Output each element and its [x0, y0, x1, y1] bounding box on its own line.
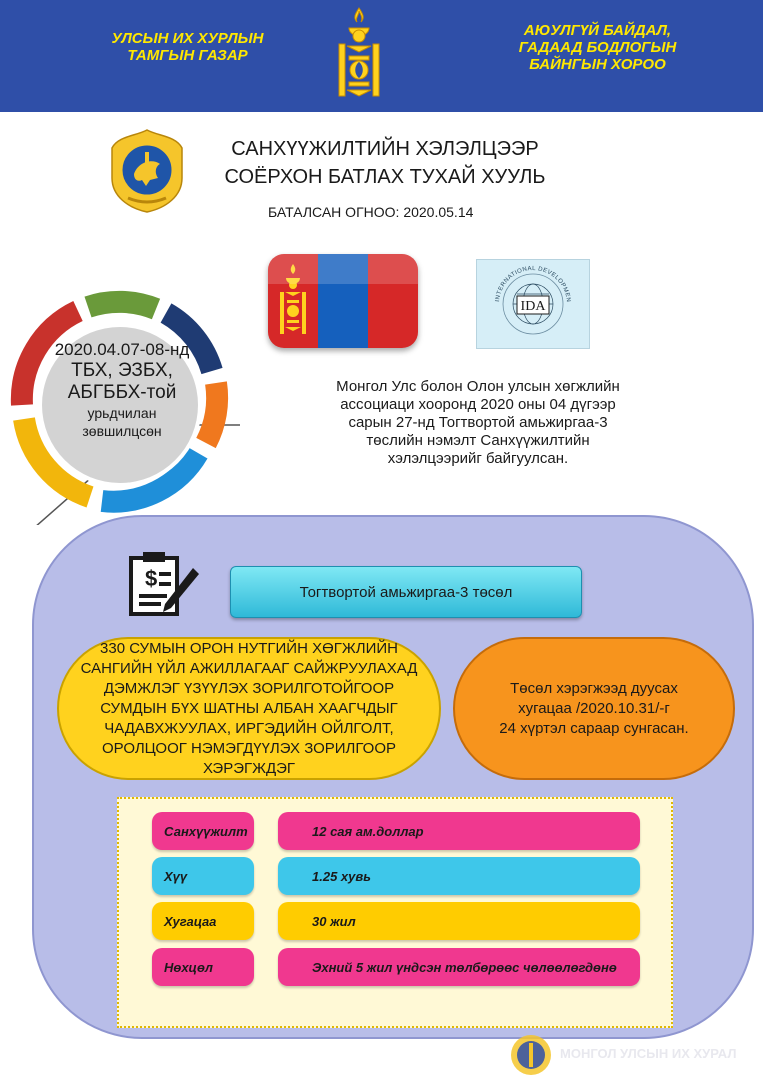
term-value: 12 сая ам.доллар	[278, 812, 640, 850]
title-line1: САНХҮҮЖИЛТИЙН ХЭЛЭЛЦЭЭР	[231, 138, 539, 160]
header-right-org: АЮУЛГҮЙ БАЙДАЛ, ГАДААД БОДЛОГЫН БАЙНГЫН ХОРОО	[518, 22, 677, 73]
consultation-line2: ТБХ, ЭЗБХ,	[71, 360, 173, 381]
extension-line1: Төсөл хэрэгжээд дуусах	[510, 679, 678, 697]
term-label: Санхүүжилт	[152, 812, 254, 850]
consultation-line3: АБГББХ-той	[67, 382, 177, 403]
description-line3: сарын 27-нд Тогтвортой амьжиргаа-3	[348, 414, 608, 431]
term-label: Хугацаа	[152, 902, 254, 940]
term-value: Эхний 5 жил үндсэн төлбөрөөс чөлөөлөгдөнө	[278, 948, 640, 986]
term-label: Нөхцөл	[152, 948, 254, 986]
ida-text: IDA	[520, 299, 546, 314]
ida-ring-text: INTERNATIONAL DEVELOPMEN	[495, 265, 572, 303]
agreement-description	[268, 378, 688, 468]
title-line2: СОЁРХОН БАТЛАХ ТУХАЙ ХУУЛЬ	[224, 166, 546, 188]
description-line1: Монгол Улс болон Олон улсын хөгжлийн	[336, 378, 620, 395]
term-label: Хүү	[152, 857, 254, 895]
ring-segment-green	[88, 302, 156, 309]
mongolia-flag-icon	[268, 254, 418, 348]
ida-logo	[476, 259, 590, 349]
consultation-line1: 2020.04.07-08-нд	[54, 340, 190, 359]
extension-line3: 24 хүртэл сараар сунгасан.	[499, 719, 689, 737]
term-value: 30 жил	[278, 902, 640, 940]
description-line5: хэлэлцээрийг байгуулсан.	[387, 450, 569, 467]
consultation-text	[36, 340, 208, 440]
svg-text:$: $	[145, 566, 158, 591]
clipboard-dollar-icon	[127, 550, 202, 618]
description-line2: ассоциаци хооронд 2020 оны 04 дүгээр	[340, 396, 616, 413]
soyombo-icon	[333, 6, 385, 102]
consultation-line4: урьдчилан	[87, 405, 157, 421]
approval-date: БАТАЛСАН ОГНОО: 2020.05.14	[268, 204, 474, 220]
state-emblem-icon	[108, 128, 186, 214]
header-left-org: УЛСЫН ИХ ХУРЛЫН ТАМГЫН ГАЗАР	[111, 30, 264, 64]
project-extension	[453, 637, 735, 780]
description-line4: төслийн нэмэлт Санхүүжилтийн	[366, 432, 590, 449]
project-purpose-text: 330 СУМЫН ОРОН НУТГИЙН ХӨГЖЛИЙН САНГИЙН ҮЙЛ АЖИЛЛАГААГ САЙЖРУУЛАХАД ДЭМЖЛЭГ ҮЗҮҮЛЭХ ЗОРИЛГОТОЙГООР СУМДЫН БҮХ ШАТНЫ АЛБАН ХААГЧДЫГ ЧАДАВХЖУУЛАХ, ИРГЭДИЙН ОЙЛГОЛТ, ОРОЛЦООГ НЭМЭГДҮҮЛЭХ ЗОРИЛГООР ХЭРЭГЖДЭГ	[80, 639, 418, 777]
page-title	[205, 135, 565, 191]
project-name-button: Тогтвортой амьжиргаа-3 төсөл	[230, 566, 582, 618]
term-value: 1.25 хувь	[278, 857, 640, 895]
project-purpose	[57, 637, 441, 780]
footer-watermark: МОНГОЛ УЛСЫН ИХ ХУРАЛ	[560, 1046, 737, 1061]
consultation-line5: зөвшилцсөн	[82, 423, 162, 439]
extension-line2: хугацаа /2020.10.31/-г	[518, 699, 670, 717]
